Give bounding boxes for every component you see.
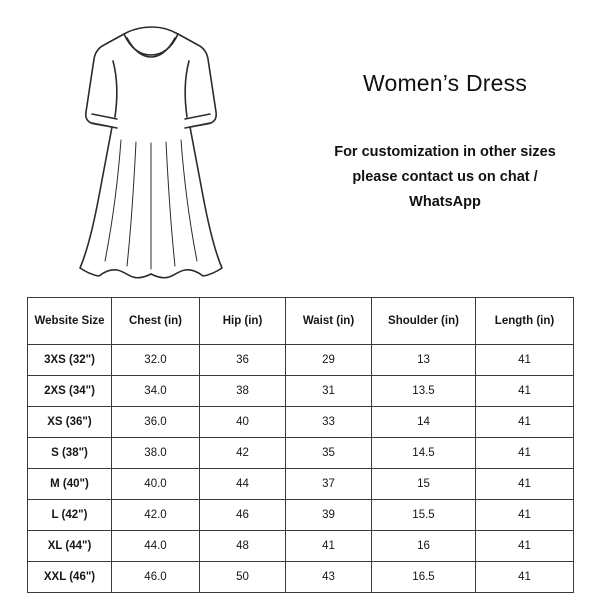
customization-note: For customization in other sizes please contact us on chat / WhatsApp [334, 143, 556, 211]
cell-size: XL (44") [28, 531, 112, 562]
column-header-website-size: Website Size [28, 298, 112, 345]
column-header-length: Length (in) [476, 298, 574, 345]
table-row [28, 531, 574, 562]
dress-line-drawing-icon [0, 0, 300, 290]
table-row [28, 345, 574, 376]
cell-shoulder: 16 [372, 531, 476, 562]
cell-size: S (38") [28, 438, 112, 469]
headings-block [300, 0, 600, 216]
table-row [28, 562, 574, 593]
cell-chest: 40.0 [112, 469, 200, 500]
dress-illustration [0, 0, 300, 290]
cell-hip: 46 [200, 500, 286, 531]
cell-hip: 36 [200, 345, 286, 376]
cell-hip: 48 [200, 531, 286, 562]
cell-shoulder: 15 [372, 469, 476, 500]
cell-length: 41 [476, 562, 574, 593]
cell-hip: 40 [200, 407, 286, 438]
cell-waist: 41 [286, 531, 372, 562]
cell-length: 41 [476, 438, 574, 469]
cell-chest: 38.0 [112, 438, 200, 469]
column-header-waist: Waist (in) [286, 298, 372, 345]
cell-chest: 44.0 [112, 531, 200, 562]
cell-shoulder: 14 [372, 407, 476, 438]
cell-size: M (40") [28, 469, 112, 500]
page-title: Women’s Dress [362, 70, 528, 96]
cell-chest: 42.0 [112, 500, 200, 531]
cell-size: 3XS (32") [28, 345, 112, 376]
cell-chest: 32.0 [112, 345, 200, 376]
cell-waist: 29 [286, 345, 372, 376]
cell-hip: 42 [200, 438, 286, 469]
column-header-shoulder: Shoulder (in) [372, 298, 476, 345]
table-row [28, 407, 574, 438]
cell-hip: 50 [200, 562, 286, 593]
table-row [28, 376, 574, 407]
cell-length: 41 [476, 376, 574, 407]
cell-waist: 43 [286, 562, 372, 593]
cell-shoulder: 14.5 [372, 438, 476, 469]
column-header-hip: Hip (in) [200, 298, 286, 345]
top-section [0, 0, 600, 290]
cell-hip: 44 [200, 469, 286, 500]
cell-chest: 36.0 [112, 407, 200, 438]
table-row [28, 500, 574, 531]
cell-shoulder: 16.5 [372, 562, 476, 593]
cell-chest: 34.0 [112, 376, 200, 407]
size-chart-table-wrapper [27, 297, 573, 593]
cell-length: 41 [476, 531, 574, 562]
cell-size: XXL (46") [28, 562, 112, 593]
cell-size: 2XS (34") [28, 376, 112, 407]
cell-waist: 37 [286, 469, 372, 500]
cell-shoulder: 13 [372, 345, 476, 376]
cell-length: 41 [476, 500, 574, 531]
cell-shoulder: 13.5 [372, 376, 476, 407]
cell-chest: 46.0 [112, 562, 200, 593]
cell-size: XS (36") [28, 407, 112, 438]
column-header-chest: Chest (in) [112, 298, 200, 345]
cell-shoulder: 15.5 [372, 500, 476, 531]
cell-length: 41 [476, 345, 574, 376]
table-body [28, 345, 574, 593]
cell-waist: 39 [286, 500, 372, 531]
table-row [28, 438, 574, 469]
cell-waist: 31 [286, 376, 372, 407]
cell-hip: 38 [200, 376, 286, 407]
cell-length: 41 [476, 407, 574, 438]
cell-size: L (42") [28, 500, 112, 531]
cell-waist: 35 [286, 438, 372, 469]
table-header-row [28, 298, 574, 345]
table-row [28, 469, 574, 500]
cell-waist: 33 [286, 407, 372, 438]
size-chart-table [27, 297, 574, 593]
table-header [28, 298, 574, 345]
cell-length: 41 [476, 469, 574, 500]
